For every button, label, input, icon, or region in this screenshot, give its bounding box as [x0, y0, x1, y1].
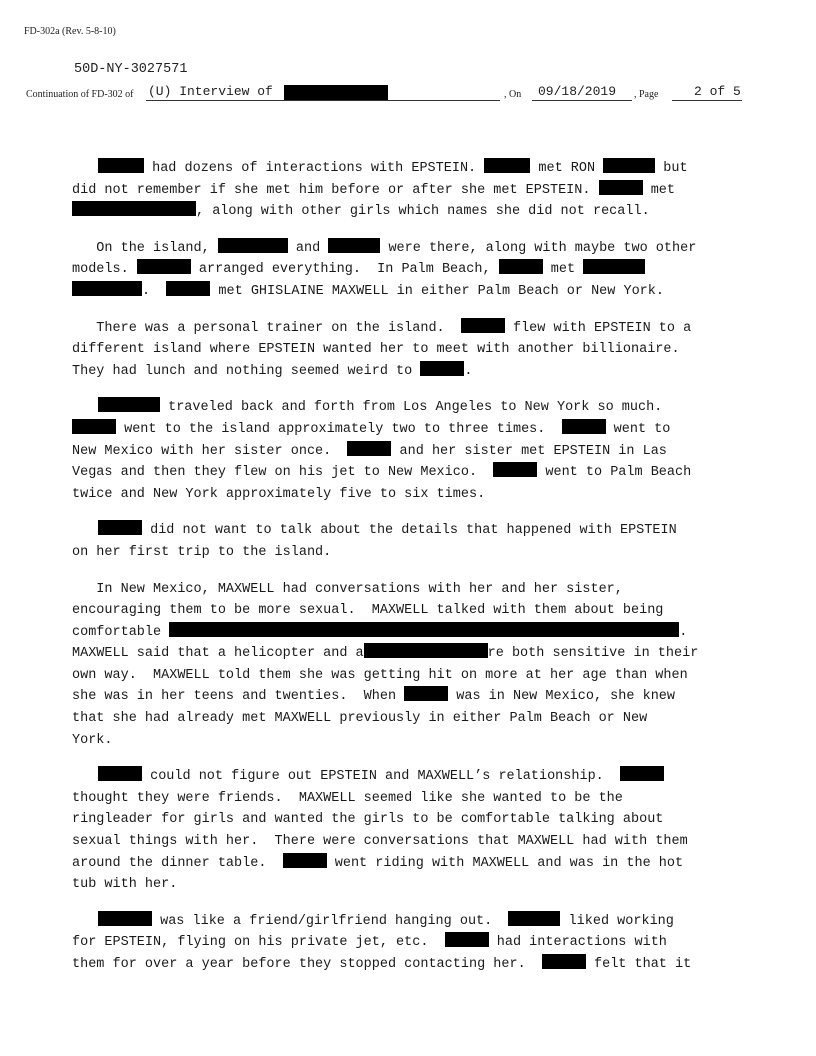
paragraph [72, 520, 744, 563]
redaction [98, 520, 142, 535]
text-line: had dozens of interactions with EPSTEIN. met RON but [72, 158, 744, 180]
continuation-label: Continuation of FD-302 of [26, 89, 134, 100]
document-body [72, 158, 744, 991]
paragraph [72, 318, 744, 383]
redaction [72, 281, 142, 296]
text-line: different island where EPSTEIN wanted her to meet with another billionaire. [72, 342, 680, 358]
redaction [72, 419, 116, 434]
text-line: comfortable . [72, 622, 744, 644]
redaction [98, 158, 144, 173]
redaction [484, 158, 530, 173]
text-line: In New Mexico, MAXWELL had conversations with her and her sister, [72, 581, 623, 597]
text-line: traveled back and forth from Los Angeles to New York so much. [72, 397, 744, 419]
redaction [493, 462, 537, 477]
page-underline [672, 100, 742, 101]
redaction [72, 201, 196, 216]
page-label: , Page [634, 89, 659, 100]
redaction [603, 158, 655, 173]
redaction [328, 238, 380, 253]
redaction [508, 911, 560, 926]
redaction [562, 419, 606, 434]
redaction [98, 397, 160, 412]
text-line: On the island, and were there, along with maybe two other [72, 238, 744, 260]
text-line: own way. MAXWELL told them she was getting hit on more at her age than when [72, 667, 688, 683]
redaction [364, 643, 488, 658]
text-line: models. arranged everything. In Palm Beach, met [72, 259, 744, 281]
text-line: them for over a year before they stopped contacting her. felt that it [72, 954, 744, 976]
redaction [347, 441, 391, 456]
text-line: for EPSTEIN, flying on his private jet, etc. had interactions with [72, 932, 744, 954]
form-id: FD-302a (Rev. 5-8-10) [24, 26, 116, 37]
redaction [283, 853, 327, 868]
text-line: tub with her. [72, 877, 178, 893]
redaction [98, 911, 152, 926]
text-line: went to the island approximately two to three times. went to [72, 419, 744, 441]
text-line: was like a friend/girlfriend hanging out. liked working [72, 911, 744, 933]
redaction [218, 238, 288, 253]
text-line: thought they were friends. MAXWELL seemed like she wanted to be the [72, 790, 623, 806]
redaction [461, 318, 505, 333]
text-line: she was in her teens and twenties. When was in New Mexico, she knew [72, 686, 744, 708]
redaction [499, 259, 543, 274]
text-line: Vegas and then they flew on his jet to New Mexico. went to Palm Beach [72, 462, 744, 484]
continuation-line [26, 84, 786, 104]
text-line: ringleader for girls and wanted the girls to be comfortable talking about [72, 812, 664, 828]
paragraph [72, 238, 744, 303]
redaction [599, 180, 643, 195]
text-line: did not remember if she met him before or after she met EPSTEIN. met [72, 180, 744, 202]
text-line: New Mexico with her sister once. and her sister met EPSTEIN in Las [72, 441, 744, 463]
redaction [583, 259, 645, 274]
text-line: did not want to talk about the details that happened with EPSTEIN [72, 520, 744, 542]
text-line: , along with other girls which names she did not recall. [72, 201, 744, 223]
text-line: MAXWELL said that a helicopter and a re both sensitive in their [72, 643, 744, 665]
redaction [542, 954, 586, 969]
text-line: on her first trip to the island. [72, 544, 332, 560]
text-line: around the dinner table. went riding with MAXWELL and was in the hot [72, 853, 744, 875]
redaction [166, 281, 210, 296]
text-line: There was a personal trainer on the island. flew with EPSTEIN to a [72, 318, 744, 340]
on-label: , On [504, 89, 522, 100]
redaction [445, 932, 489, 947]
redaction [169, 622, 679, 637]
paragraph [72, 158, 744, 223]
redaction [284, 85, 388, 100]
text-line: that she had already met MAXWELL previously in either Palm Beach or New [72, 711, 648, 727]
redaction [404, 686, 448, 701]
text-line: could not figure out EPSTEIN and MAXWELL’s relationship. [72, 766, 744, 788]
date-underline [532, 100, 632, 101]
text-line: York. [72, 732, 113, 748]
subject-field: (U) Interview of [148, 84, 273, 99]
file-number: 50D-NY-3027571 [74, 62, 188, 77]
paragraph [72, 579, 744, 752]
text-line: sexual things with her. There were conversations that MAXWELL had with them [72, 834, 688, 850]
date-field: 09/18/2019 [538, 84, 617, 99]
text-line: twice and New York approximately five to six times. [72, 486, 486, 502]
text-line: They had lunch and nothing seemed weird to . [72, 361, 744, 383]
page-field: 2 of 5 [694, 84, 741, 99]
redaction [98, 766, 142, 781]
paragraph [72, 911, 744, 976]
text-line: . met GHISLAINE MAXWELL in either Palm Beach or New York. [72, 281, 744, 303]
paragraph [72, 397, 744, 505]
text-line: encouraging them to be more sexual. MAXWELL talked with them about being [72, 603, 664, 619]
redaction [420, 361, 464, 376]
redaction [620, 766, 664, 781]
redaction [137, 259, 191, 274]
subject-underline [146, 100, 500, 101]
paragraph [72, 766, 744, 896]
